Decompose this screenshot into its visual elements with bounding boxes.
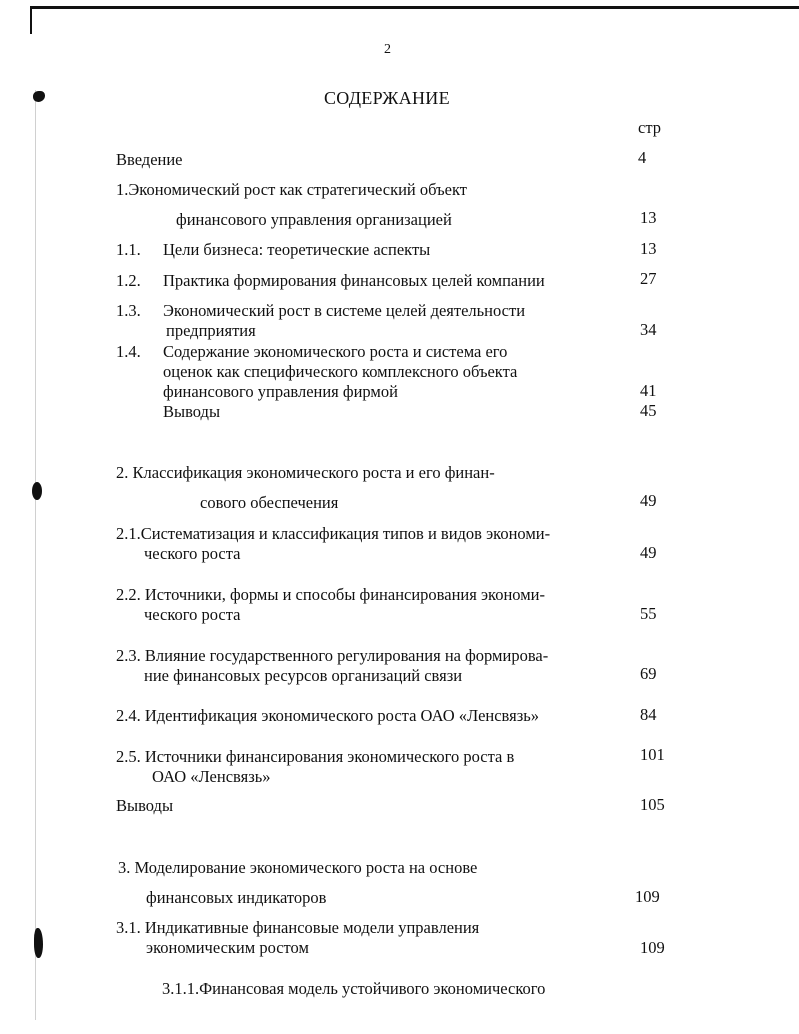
scan-left-border xyxy=(30,6,32,34)
toc-entry-text: оценок как специфического комплексного объекта xyxy=(163,362,518,381)
toc-entry-page: 41 xyxy=(640,381,657,400)
page-title: СОДЕРЖАНИЕ xyxy=(324,88,450,108)
toc-entry-text: финансовых индикаторов xyxy=(146,888,327,907)
page-number: 2 xyxy=(384,42,391,57)
toc-entry-text: предприятия xyxy=(166,321,256,340)
toc-entry-text: финансового управления фирмой xyxy=(163,382,398,401)
toc-entry-text: ние финансовых ресурсов организаций связи xyxy=(144,666,463,685)
toc-entry-text: 3.1.1.Финансовая модель устойчивого экономического xyxy=(162,979,546,998)
binding-edge xyxy=(35,90,36,1020)
toc-entry-text: сового обеспечения xyxy=(200,493,339,512)
toc-entry-text: 2.3. Влияние государственного регулирования на формирова- xyxy=(116,646,549,665)
toc-entry-text: 3. Моделирование экономического роста на основе xyxy=(118,858,478,877)
toc-entry-text: Введение xyxy=(116,150,183,169)
toc-entry-page: 49 xyxy=(640,543,657,562)
toc-entry-text: Выводы xyxy=(116,796,174,815)
toc-entry-text: 1.Экономический рост как стратегический объект xyxy=(116,180,467,199)
toc-entry-text: Выводы xyxy=(163,402,221,421)
toc-entry-page: 13 xyxy=(640,208,657,227)
toc-entry-number: 1.2. xyxy=(116,271,141,290)
toc-entry-page: 34 xyxy=(640,320,657,339)
toc-entry-page: 55 xyxy=(640,604,657,623)
toc-entry-text: Содержание экономического роста и система его xyxy=(163,342,508,361)
toc-entry-text: ОАО «Ленсвязь» xyxy=(152,767,271,786)
toc-entry-page: 84 xyxy=(640,705,657,724)
toc-entry-text: 2.1.Систематизация и классификация типов и видов экономи- xyxy=(116,524,551,543)
toc-entry-text: 2.2. Источники, формы и способы финансирования экономи- xyxy=(116,585,545,604)
toc-entry-text: 2. Классификация экономического роста и его финан- xyxy=(116,463,495,482)
toc-entry-text: финансового управления организацией xyxy=(176,210,452,229)
toc-entry-page: 49 xyxy=(640,491,657,510)
toc-entry-page: 45 xyxy=(640,401,657,420)
toc-entry-text: Цели бизнеса: теоретические аспекты xyxy=(163,240,431,259)
page-column-header: стр xyxy=(638,118,661,137)
toc-entry-page: 27 xyxy=(640,269,657,288)
toc-entry-number: 1.3. xyxy=(116,301,141,320)
toc-entry-number: 1.4. xyxy=(116,342,141,361)
toc-entry-page: 13 xyxy=(640,239,657,258)
toc-entry-page: 109 xyxy=(640,938,665,957)
toc-entry-page: 109 xyxy=(635,887,660,906)
binding-hole-mark xyxy=(33,91,45,102)
toc-entry-text: экономическим ростом xyxy=(146,938,309,957)
toc-entry-text: Практика формирования финансовых целей компании xyxy=(163,271,545,290)
toc-entry-text: 2.4. Идентификация экономического роста ОАО «Ленсвязь» xyxy=(116,706,540,725)
toc-entry-text: Экономический рост в системе целей деятельности xyxy=(163,301,526,320)
binding-hole-mark xyxy=(32,482,42,500)
toc-entry-text: ческого роста xyxy=(144,544,241,563)
toc-entry-text: ческого роста xyxy=(144,605,241,624)
toc-entry-text: 3.1. Индикативные финансовые модели управления xyxy=(116,918,480,937)
toc-entry-page: 101 xyxy=(640,745,665,764)
scan-top-border xyxy=(30,6,799,9)
toc-entry-text: 2.5. Источники финансирования экономического роста в xyxy=(116,747,515,766)
binding-hole-mark xyxy=(34,928,43,958)
toc-entry-page: 105 xyxy=(640,795,665,814)
toc-entry-page: 4 xyxy=(638,148,647,167)
toc-entry-number: 1.1. xyxy=(116,240,141,259)
toc-entry-page: 69 xyxy=(640,664,657,683)
